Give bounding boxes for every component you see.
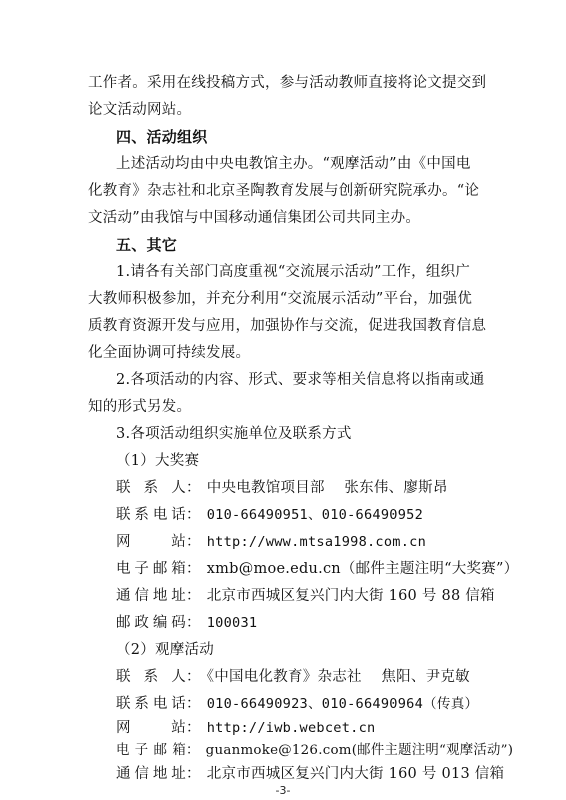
contact-row-zip: 邮政编码： 100031 (116, 615, 258, 631)
contact-row-website: 网 站： http://www.mtsa1998.com.cn (116, 534, 427, 550)
paragraph-line: 知的形式另发。 (88, 399, 192, 415)
contact-row-email: 电子邮箱： guanmoke@126.com(邮件主题注明“观摩活动”) (116, 741, 513, 761)
contact-label: 电子邮箱 (116, 743, 186, 758)
contact-label: 电子邮箱 (116, 561, 186, 577)
contact-label: 网 站 (116, 720, 186, 736)
contact-group-title: （1）大奖赛 (116, 453, 200, 469)
contact-row-email: 电子邮箱： xmb@moe.edu.cn（邮件主题注明“大奖赛”） (116, 561, 519, 577)
paragraph-line: 2.各项活动的内容、形式、要求等相关信息将以指南或通 (116, 372, 485, 388)
paragraph-line: 1.请各有关部门高度重视“交流展示活动”工作，组织广 (116, 264, 471, 280)
contact-row-person: 联 系 人： 《中国电化教育》杂志社 焦阳、尹克敏 (116, 669, 470, 685)
contact-value: 010-66490951、010-66490952 (206, 507, 424, 523)
paragraph-line: 工作者。采用在线投稿方式，参与活动教师直接将论文提交到 (88, 75, 487, 91)
contact-value: 010-66490923、010-66490964（传真） (206, 696, 479, 712)
website-link[interactable]: http://iwb.webcet.cn (206, 720, 376, 736)
contact-row-address: 通信地址： 北京市西城区复兴门内大街 160 号 88 信箱 (116, 588, 495, 604)
paragraph-line: 上述活动均由中央电教馆主办。“观摩活动”由《中国电 (116, 156, 471, 172)
paragraph-line: 大教师积极参加，并充分利用“交流展示活动”平台，加强优 (88, 291, 473, 307)
contact-row-website: 网 站： http://iwb.webcet.cn (116, 720, 376, 736)
email-link[interactable]: guanmoke@126.com(邮件主题注明“观摩活动”) (205, 743, 514, 758)
paragraph-line: 化教育》杂志社和北京圣陶教育发展与创新研究院承办。“论 (88, 183, 480, 199)
contact-row-phone: 联系电话： 010-66490923、010-66490964（传真） (116, 696, 479, 712)
contact-label: 联系电话 (116, 696, 186, 712)
page-number: -3- (275, 784, 291, 797)
paragraph-line: 化全面协调可持续发展。 (88, 345, 251, 361)
contact-label: 联 系 人 (116, 669, 186, 685)
paragraph-line: 文活动”由我馆与中国移动通信集团公司共同主办。 (88, 210, 421, 226)
contact-label: 通信地址 (116, 766, 186, 782)
contact-value: 北京市西城区复兴门内大街 160 号 88 信箱 (206, 588, 495, 604)
contact-label: 通信地址 (116, 588, 186, 604)
contact-label: 联 系 人 (116, 480, 186, 496)
contact-value: 中央电教馆项目部 张东伟、廖斯昂 (206, 480, 448, 496)
website-link[interactable]: http://www.mtsa1998.com.cn (206, 534, 427, 550)
contact-value: 《中国电化教育》杂志社 焦阳、尹克敏 (206, 669, 470, 685)
email-link[interactable]: xmb@moe.edu.cn（邮件主题注明“大奖赛”） (206, 561, 519, 577)
paragraph-line: 3.各项活动组织实施单位及联系方式 (116, 426, 352, 442)
contact-row-address: 通信地址： 北京市西城区复兴门内大街 160 号 013 信箱 (116, 766, 505, 782)
contact-row-person: 联 系 人： 中央电教馆项目部 张东伟、廖斯昂 (116, 480, 448, 496)
contact-value: 北京市西城区复兴门内大街 160 号 013 信箱 (206, 766, 505, 782)
contact-label: 邮政编码 (116, 615, 186, 631)
section-heading: 四、活动组织 (116, 128, 208, 146)
contact-group-title: （2）观摩活动 (116, 642, 214, 658)
contact-value: 100031 (206, 615, 258, 631)
contact-label: 联系电话 (116, 507, 186, 523)
contact-row-phone: 联系电话： 010-66490951、010-66490952 (116, 507, 424, 523)
section-heading: 五、其它 (116, 236, 178, 254)
contact-label: 网 站 (116, 534, 186, 550)
paragraph-line: 质教育资源开发与应用，加强协作与交流，促进我国教育信息 (88, 318, 487, 334)
paragraph-line: 论文活动网站。 (88, 102, 192, 118)
